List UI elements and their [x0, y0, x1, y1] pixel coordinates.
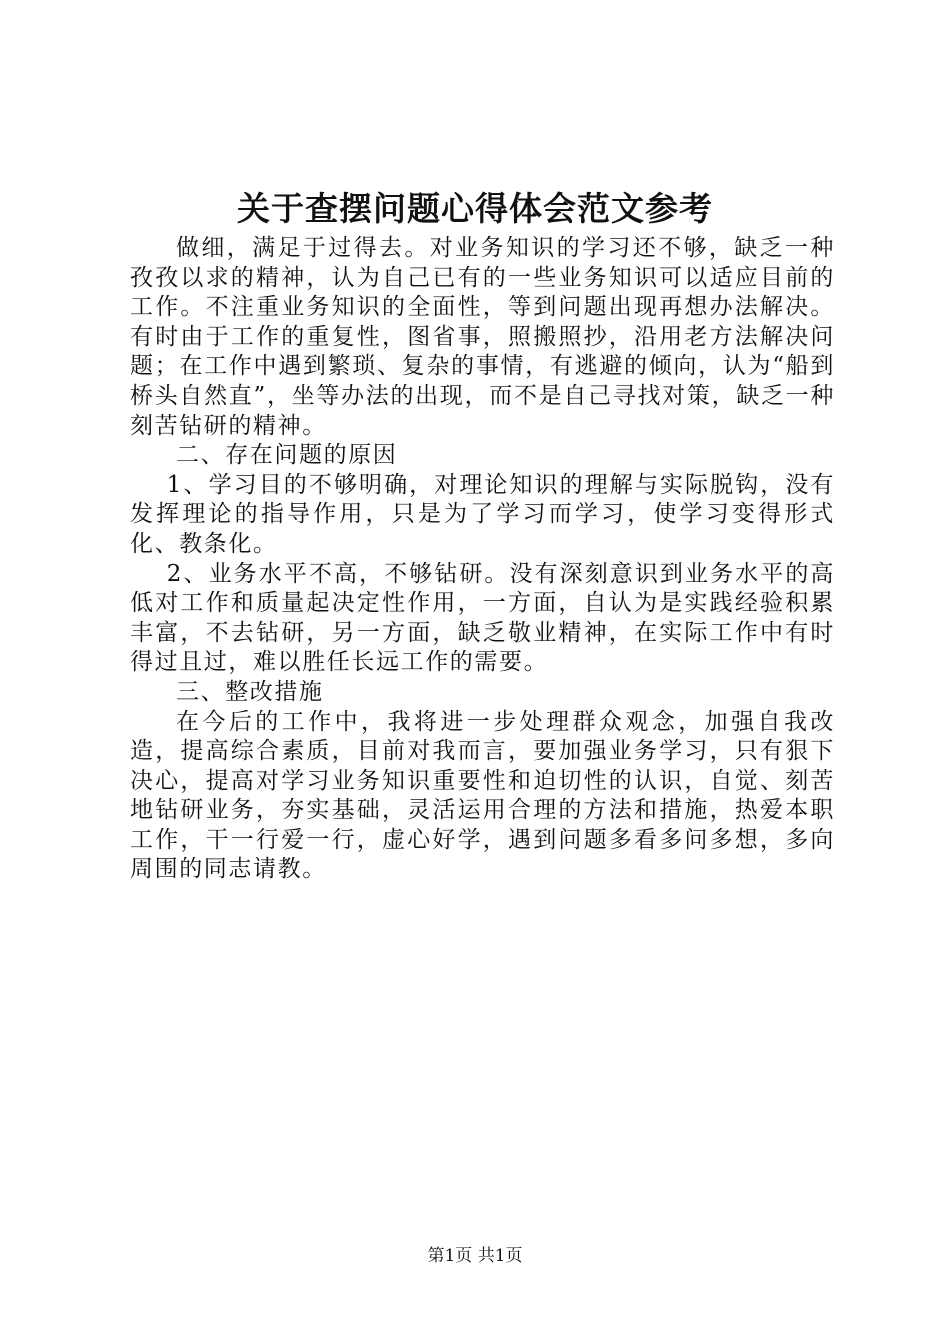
document-body	[130, 234, 835, 885]
paragraph-intro: 做细，满足于过得去。对业务知识的学习还不够，缺乏一种孜孜以求的精神，认为自己已有的一些业务知识可以适应目前的工作。不注重业务知识的全面性，等到问题出现再想办法解决。有时由于工作的重复性，图省事，照搬照抄，沿用老方法解决问题；在工作中遇到繁琐、复杂的事情，有逃避的倾向，认为“船到桥头自然直”，坐等办法的出现，而不是自己寻找对策，缺乏一种刻苦钻研的精神。	[130, 235, 835, 439]
page-footer: 第1页 共1页	[427, 1246, 523, 1266]
paragraph-cause-2: 2、业务水平不高，不够钻研。没有深刻意识到业务水平的高低对工作和质量起决定性作用，一方面，自认为是实践经验积累丰富，不去钻研，另一方面，缺乏敬业精神，在实际工作中有时得过且过，难以胜任长远工作的需要。	[130, 560, 835, 676]
section-heading-causes: 二、存在问题的原因	[176, 442, 398, 469]
document-title: 关于查摆问题心得体会范文参考	[237, 189, 713, 228]
section-heading-measures: 三、整改措施	[176, 678, 324, 705]
paragraph-measures: 在今后的工作中，我将进一步处理群众观念，加强自我改造，提高综合素质，目前对我而言，要加强业务学习，只有狠下决心，提高对学习业务知识重要性和迫切性的认识，自觉、刻苦地钻研业务，夯实基础，灵活运用合理的方法和措施，热爱本职工作，干一行爱一行，虚心好学，遇到问题多看多问多想，多向周围的同志请教。	[130, 708, 835, 883]
paragraph-cause-1: 1、学习目的不够明确，对理论知识的理解与实际脱钩，没有发挥理论的指导作用，只是为了学习而学习，使学习变得形式化、教条化。	[130, 471, 835, 557]
